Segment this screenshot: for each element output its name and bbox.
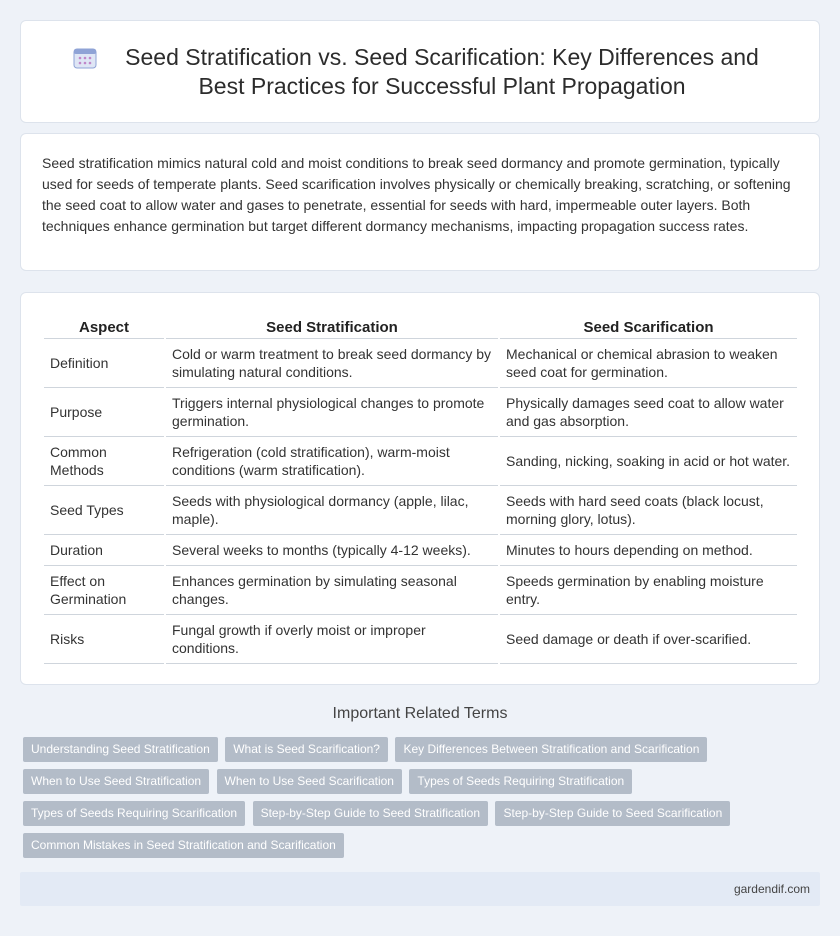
column-header-stratification: Seed Stratification [166, 313, 498, 339]
scarification-cell: Seeds with hard seed coats (black locust, morning glory, lotus). [500, 486, 797, 535]
aspect-cell: Effect on Germination [44, 566, 164, 615]
aspect-cell: Seed Types [44, 486, 164, 535]
comparison-table [42, 313, 799, 664]
related-term-link[interactable]: Understanding Seed Stratification [23, 737, 218, 762]
table-row [44, 486, 797, 535]
aspect-cell: Duration [44, 535, 164, 566]
related-term-link[interactable]: Step-by-Step Guide to Seed Stratification [253, 801, 488, 826]
related-term-link[interactable]: What is Seed Scarification? [225, 737, 388, 762]
intro-paragraph: Seed stratification mimics natural cold and moist conditions to break seed dormancy and promote germination, typically used for seeds of temperate plants. Seed scarification involves physically or chemically breaking, scratching, or softening the seed coat to allow water and gases to penetrate, essential for seeds with hard, impermeable outer layers. Both techniques enhance germination but target different dormancy mechanisms, impacting propagation success rates. [42, 155, 791, 234]
column-header-aspect: Aspect [44, 313, 164, 339]
table-row [44, 437, 797, 486]
table-row [44, 566, 797, 615]
table-row [44, 535, 797, 566]
stratification-cell: Several weeks to months (typically 4-12 weeks). [166, 535, 498, 566]
aspect-cell: Purpose [44, 388, 164, 437]
stratification-cell: Cold or warm treatment to break seed dormancy by simulating natural conditions. [166, 339, 498, 388]
stratification-cell: Enhances germination by simulating seasonal changes. [166, 566, 498, 615]
aspect-cell: Common Methods [44, 437, 164, 486]
related-term-link[interactable]: Step-by-Step Guide to Seed Scarification [495, 801, 730, 826]
table-row [44, 339, 797, 388]
scarification-cell: Sanding, nicking, soaking in acid or hot water. [500, 437, 797, 486]
related-term-link[interactable]: Key Differences Between Stratification and Scarification [395, 737, 707, 762]
table-row [44, 615, 797, 664]
title-wrap [21, 43, 819, 101]
scarification-cell: Speeds germination by enabling moisture entry. [500, 566, 797, 615]
page-title: Seed Stratification vs. Seed Scarification: Key Differences and Best Practices for Successful Plant Propagation [125, 44, 759, 99]
related-term-link[interactable]: Types of Seeds Requiring Scarification [23, 801, 245, 826]
scarification-cell: Mechanical or chemical abrasion to weaken seed coat for germination. [500, 339, 797, 388]
related-term-link[interactable]: When to Use Seed Stratification [23, 769, 209, 794]
column-header-scarification: Seed Scarification [500, 313, 797, 339]
table-header-row [44, 313, 797, 339]
intro-card [20, 133, 820, 271]
scarification-cell: Physically damages seed coat to allow water and gas absorption. [500, 388, 797, 437]
related-term-link[interactable]: Common Mistakes in Seed Stratification and Scarification [23, 833, 344, 858]
table-row [44, 388, 797, 437]
stratification-cell: Seeds with physiological dormancy (apple, lilac, maple). [166, 486, 498, 535]
related-terms-list [23, 737, 803, 865]
related-terms-heading: Important Related Terms [332, 705, 508, 722]
related-term-link[interactable]: Types of Seeds Requiring Stratification [409, 769, 632, 794]
comparison-card [20, 292, 820, 685]
footer [20, 872, 820, 906]
scarification-cell: Minutes to hours depending on method. [500, 535, 797, 566]
aspect-cell: Risks [44, 615, 164, 664]
title-card [20, 20, 820, 123]
aspect-cell: Definition [44, 339, 164, 388]
stratification-cell: Refrigeration (cold stratification), warm-moist conditions (warm stratification). [166, 437, 498, 486]
stratification-cell: Triggers internal physiological changes to promote germination. [166, 388, 498, 437]
scarification-cell: Seed damage or death if over-scarified. [500, 615, 797, 664]
footer-site-link[interactable]: gardendif.com [733, 882, 810, 896]
calendar-icon [73, 47, 97, 69]
stratification-cell: Fungal growth if overly moist or improper conditions. [166, 615, 498, 664]
related-term-link[interactable]: When to Use Seed Scarification [217, 769, 402, 794]
